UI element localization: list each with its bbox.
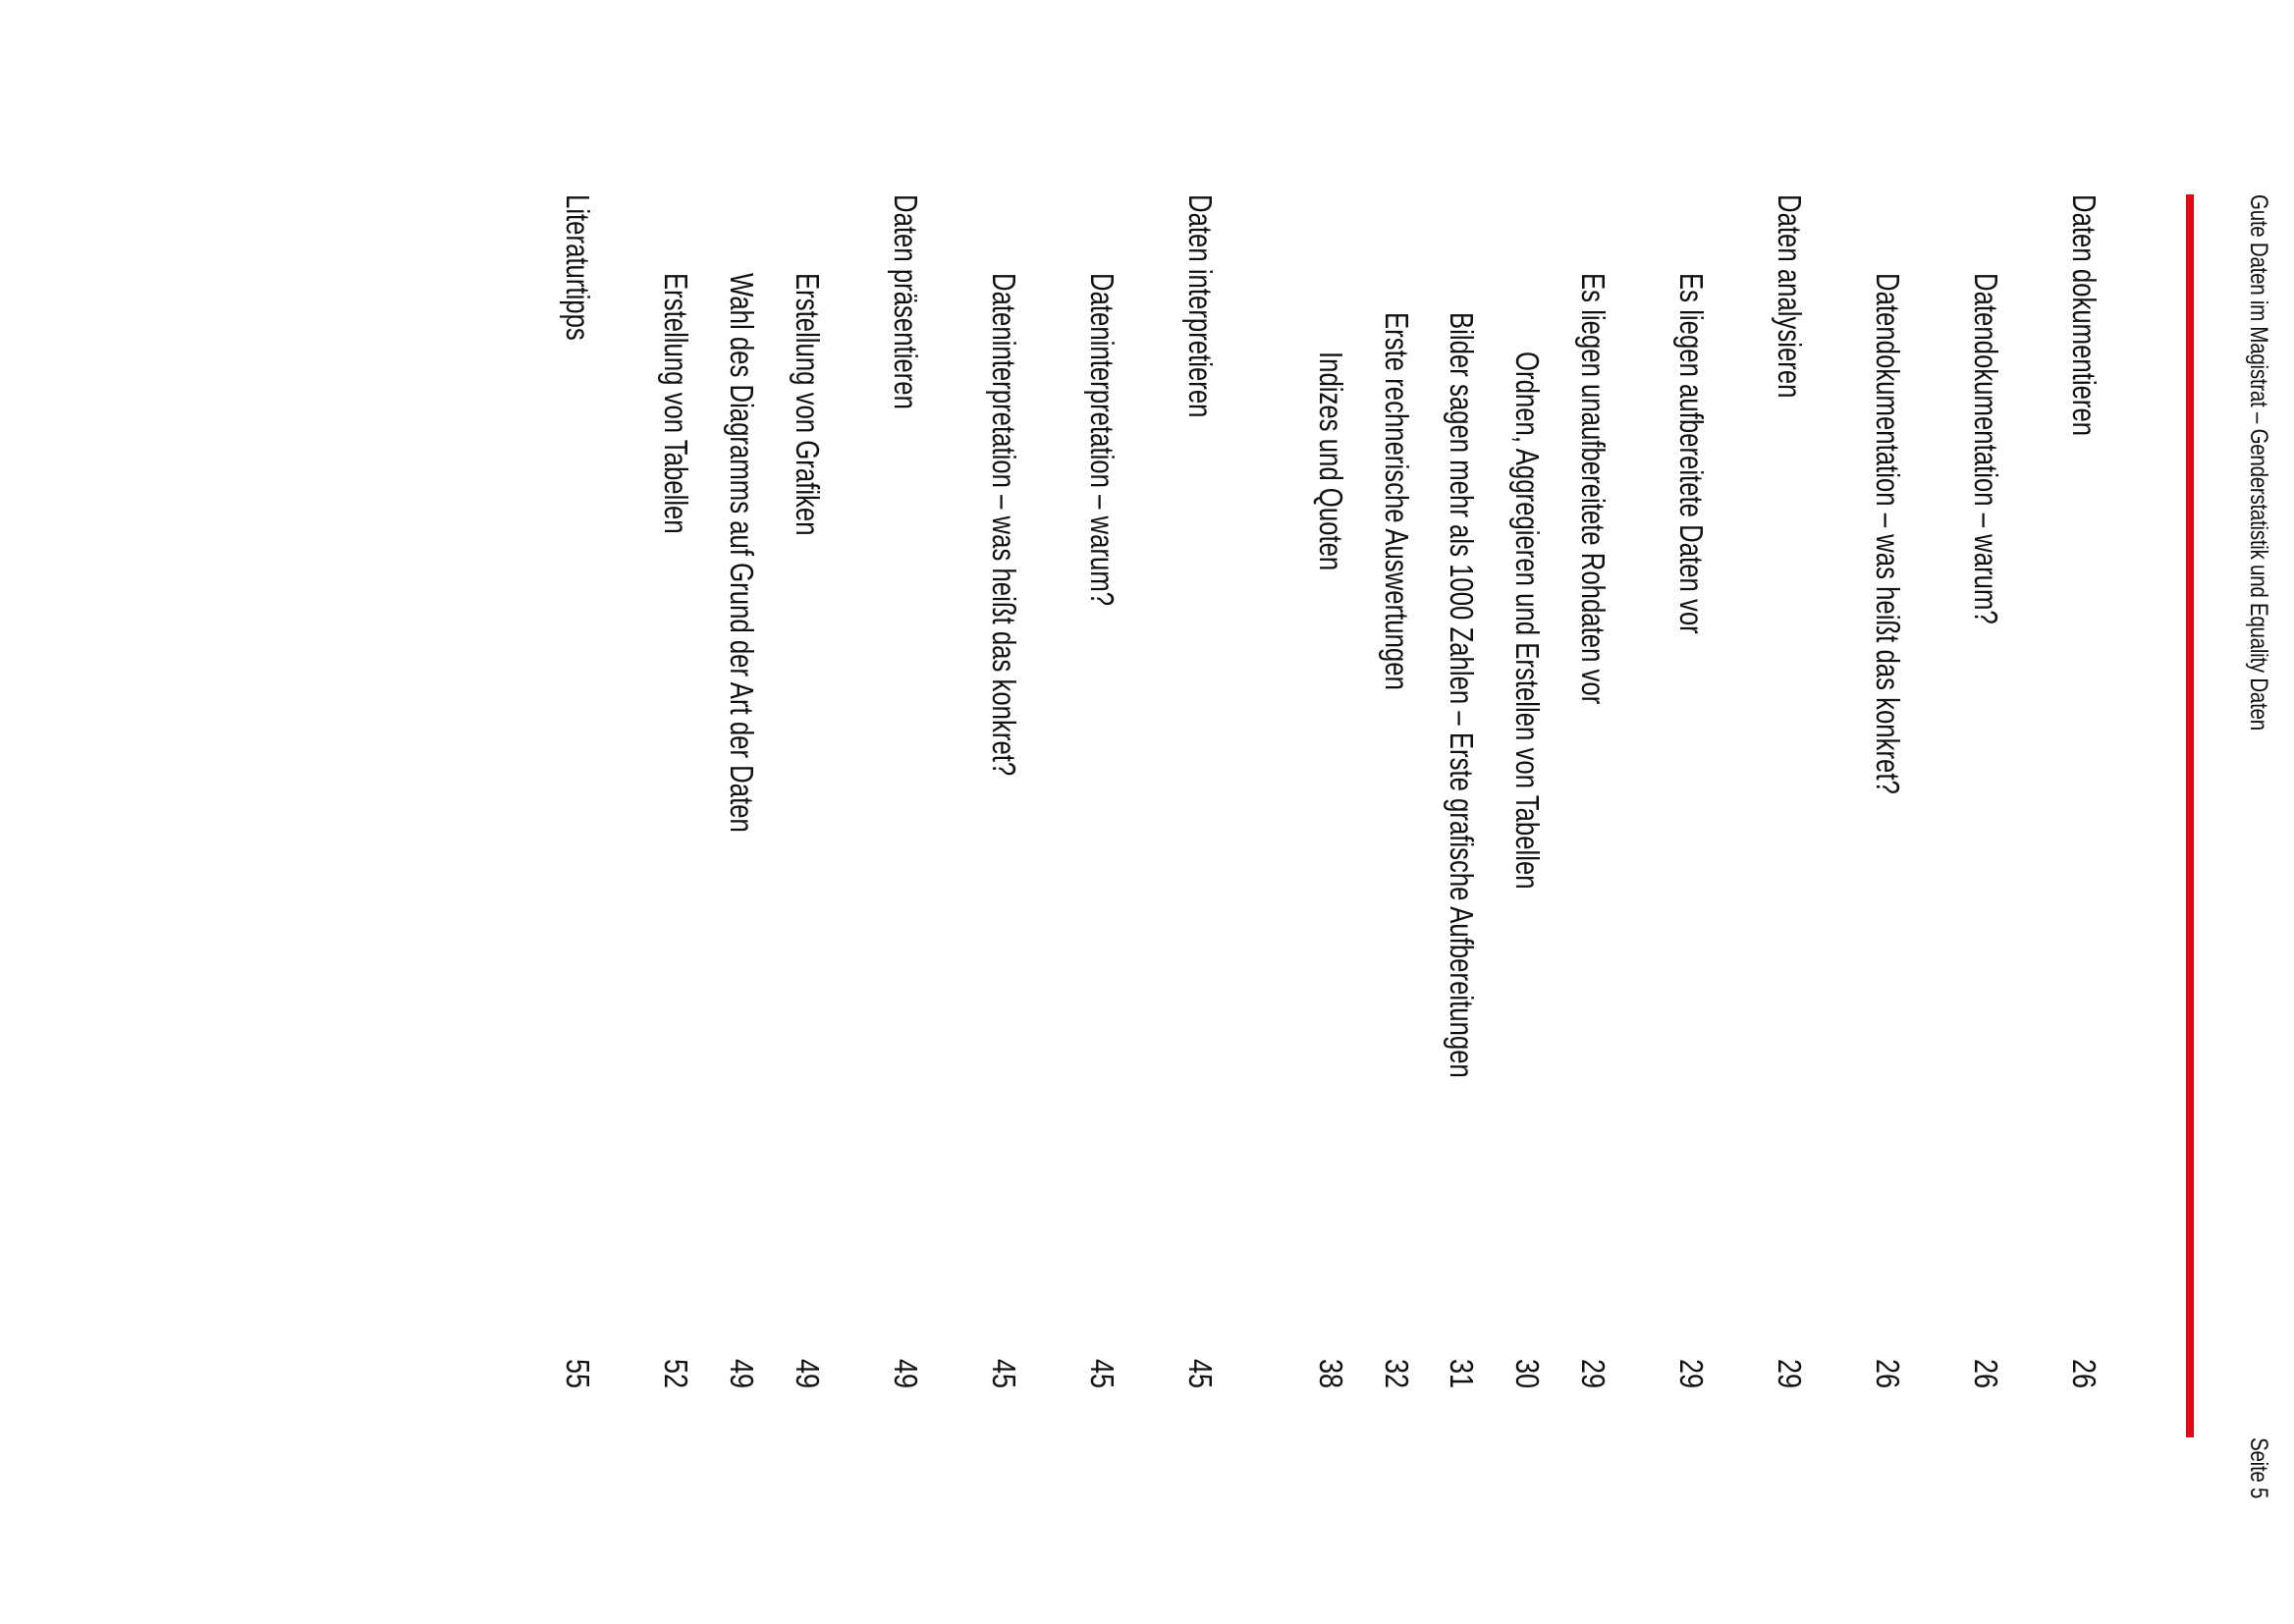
toc-entry[interactable] [984, 0, 1023, 1624]
toc-entry[interactable] [2064, 0, 2103, 1624]
toc-entry[interactable] [1868, 0, 1907, 1624]
toc-entry-title: Datendokumentation – warum? [1968, 273, 2004, 624]
document-title: Gute Daten im Magistrat – Genderstatistik und Equality Daten [2245, 194, 2272, 731]
toc-entry-title: Erste rechnerische Auswertungen [1379, 312, 1415, 690]
toc-entry-page: 49 [790, 1359, 826, 1389]
toc-entry[interactable] [1082, 0, 1121, 1624]
toc-entry[interactable] [1507, 0, 1547, 1624]
toc-entry-page: 26 [2066, 1359, 2103, 1389]
toc-entry-title: Literaturtipps [560, 194, 596, 341]
toc-entry-title: Dateninterpretation – was heißt das konkret? [986, 273, 1022, 777]
toc-entry[interactable] [886, 0, 925, 1624]
toc-entry-page: 49 [888, 1359, 924, 1389]
page-number: Seite 5 [2245, 1437, 2272, 1499]
toc-entry[interactable] [722, 0, 761, 1624]
toc-entry[interactable] [558, 0, 597, 1624]
header-rule [2186, 194, 2194, 1437]
toc-entry-title: Ordnen, Aggregieren und Erstellen von Tabellen [1509, 352, 1546, 890]
toc-entry-page: 29 [1772, 1359, 1808, 1389]
toc-entry-title: Es liegen unaufbereitete Rohdaten vor [1575, 273, 1611, 705]
toc-entry-page: 31 [1444, 1359, 1480, 1389]
toc-entry[interactable] [1180, 0, 1220, 1624]
toc-entry-title: Datendokumentation – was heißt das konkret? [1870, 273, 1906, 794]
toc-entry[interactable] [656, 0, 695, 1624]
toc-entry[interactable] [1311, 0, 1350, 1624]
toc-entry-title: Erstellung von Grafiken [790, 273, 826, 536]
toc-entry-page: 49 [724, 1359, 760, 1389]
toc-entry[interactable] [1573, 0, 1612, 1624]
toc-entry-page: 52 [658, 1359, 694, 1389]
toc-entry[interactable] [1770, 0, 1809, 1624]
toc-entry[interactable] [1377, 0, 1416, 1624]
toc-entry-page: 45 [986, 1359, 1022, 1389]
toc-entry-page: 32 [1379, 1359, 1415, 1389]
toc-entry-page: 45 [1182, 1359, 1219, 1389]
toc-entry-title: Es liegen aufbereitete Daten vor [1673, 273, 1710, 634]
toc-entry-page: 26 [1968, 1359, 2004, 1389]
toc-entry[interactable] [1966, 0, 2005, 1624]
toc-entry-page: 26 [1870, 1359, 1906, 1389]
toc-entry[interactable] [1671, 0, 1711, 1624]
toc-entry-title: Daten analysieren [1772, 194, 1808, 399]
toc-entry-title: Erstellung von Tabellen [658, 273, 694, 534]
toc-entry-page: 45 [1084, 1359, 1120, 1389]
toc-entry-title: Dateninterpretation – warum? [1084, 273, 1120, 607]
toc-entry-page: 29 [1575, 1359, 1611, 1389]
toc-entry[interactable] [1442, 0, 1481, 1624]
toc-entry-page: 29 [1673, 1359, 1710, 1389]
toc-entry-title: Wahl des Diagramms auf Grund der Art der Daten [724, 273, 760, 833]
running-header [2233, 194, 2272, 1499]
toc-entry-title: Daten dokumentieren [2066, 194, 2103, 437]
toc-entry-page: 38 [1313, 1359, 1349, 1389]
toc-entry-title: Daten präsentieren [888, 194, 924, 409]
toc-entry[interactable] [788, 0, 827, 1624]
toc-entry-title: Indizes und Quoten [1313, 352, 1349, 571]
toc-entry-title: Daten interpretieren [1182, 194, 1219, 418]
toc-entry-page: 30 [1509, 1359, 1546, 1389]
toc-entry-page: 55 [560, 1359, 596, 1389]
toc-entry-title: Bilder sagen mehr als 1000 Zahlen – Erste grafische Aufbereitungen [1444, 312, 1480, 1078]
